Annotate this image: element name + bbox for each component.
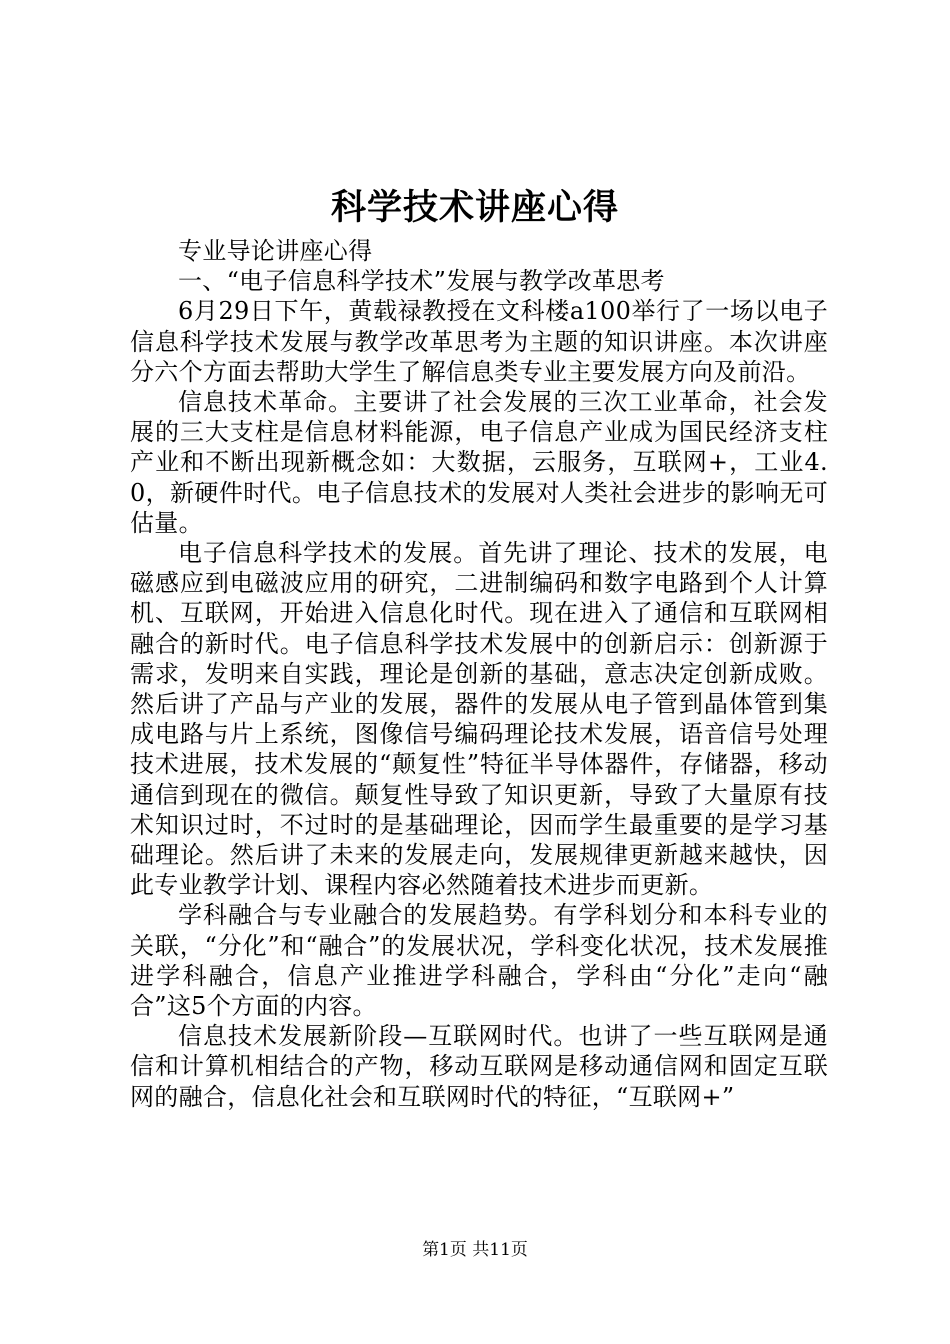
paragraph-subtitle: 专业导论讲座心得	[178, 237, 373, 265]
paragraph-tech-development: 电子信息科学技术的发展。首先讲了理论、技术的发展，电磁感应到电磁波应用的研究，二进制编码和数字电路到个人计算机、互联网，开始进入信息化时代。现在进入了通信和互联网相融合的新时代。电子信息科学技术发展中的创新启示：创新源于需求，发明来自实践，理论是创新的基础，意志决定创新成败。然后讲了产品与产业的发展，器件的发展从电子管到晶体管到集成电路与片上系统，图像信号编码理论技术发展，语音信号处理技术进展，技术发展的“颠复性”特征半导体器件，存储器，移动通信到现在的微信。颠复性导致了知识更新，导致了大量原有技术知识过时，不过时的是基础理论，因而学生最重要的是学习基础理论。然后讲了未来的发展走向，发展规律更新越来越快，因此专业教学计划、课程内容必然随着技术进步而更新。	[130, 539, 828, 900]
page-number-footer: 第1页 共11页	[422, 1240, 528, 1260]
paragraph-info-revolution: 信息技术革命。主要讲了社会发展的三次工业革命，社会发展的三大支柱是信息材料能源，电子信息产业成为国民经济支柱产业和不断出现新概念如：大数据，云服务，互联网+，工业4.0，新硬件时代。电子信息技术的发展对人类社会进步的影响无可估量。	[130, 388, 828, 537]
paragraph-internet-era: 信息技术发展新阶段—互联网时代。也讲了一些互联网是通信和计算机相结合的产物，移动互联网是移动通信网和固定互联网的融合，信息化社会和互联网时代的特征，“互联网+”	[130, 1022, 828, 1111]
document-body	[130, 236, 828, 1112]
paragraph-discipline-fusion: 学科融合与专业融合的发展趋势。有学科划分和本科专业的关联，“分化”和“融合”的发展状况，学科变化状况，技术发展推进学科融合，信息产业推进学科融合，学科由“分化”走向“融合”这5个方面的内容。	[130, 901, 828, 1021]
paragraph-intro: 6月29日下午，黄载禄教授在文科楼a100举行了一场以电子信息科学技术发展与教学改革思考为主题的知识讲座。本次讲座分六个方面去帮助大学生了解信息类专业主要发展方向及前沿。	[130, 297, 828, 386]
document-title: 科学技术讲座心得	[330, 187, 619, 228]
paragraph-section-heading: 一、“电子信息科学技术”发展与教学改革思考	[178, 267, 665, 296]
